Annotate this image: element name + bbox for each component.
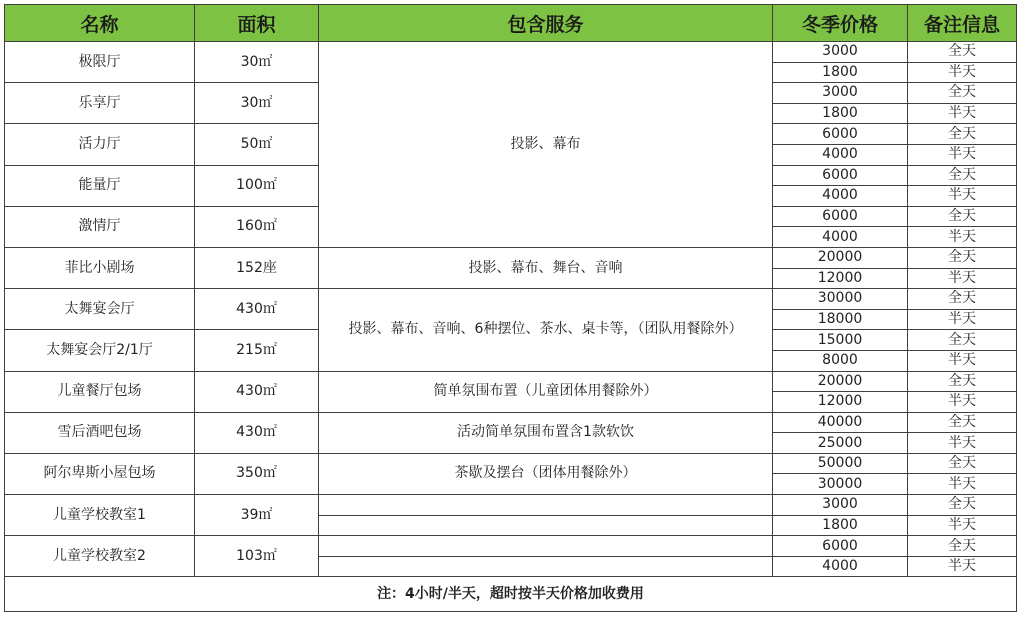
- remark-cell: 半天: [908, 392, 1017, 413]
- price-cell: 50000: [773, 453, 908, 474]
- room-area: 50㎡: [195, 124, 319, 165]
- room-service: [319, 536, 773, 557]
- room-name: 儿童学校教室2: [5, 536, 195, 577]
- room-name: 能量厅: [5, 165, 195, 206]
- remark-cell: 全天: [908, 165, 1017, 186]
- price-cell: 6000: [773, 536, 908, 557]
- room-area: 100㎡: [195, 165, 319, 206]
- room-area: 103㎡: [195, 536, 319, 577]
- room-area: 430㎡: [195, 412, 319, 453]
- price-cell: 6000: [773, 165, 908, 186]
- price-cell: 1800: [773, 103, 908, 124]
- remark-cell: 全天: [908, 247, 1017, 268]
- room-name: 乐享厅: [5, 83, 195, 124]
- room-name: 儿童学校教室1: [5, 495, 195, 536]
- remark-cell: 半天: [908, 515, 1017, 536]
- price-cell: 4000: [773, 227, 908, 248]
- room-service: 简单氛围布置（儿童团体用餐除外）: [319, 371, 773, 412]
- room-name: 太舞宴会厅2/1厅: [5, 330, 195, 371]
- room-service: 茶歇及摆台（团体用餐除外）: [319, 453, 773, 494]
- table-row: [5, 412, 1017, 433]
- price-cell: 3000: [773, 42, 908, 63]
- room-name: 极限厅: [5, 42, 195, 83]
- remark-cell: 全天: [908, 412, 1017, 433]
- remark-cell: 半天: [908, 474, 1017, 495]
- room-area: 430㎡: [195, 371, 319, 412]
- room-name: 儿童餐厅包场: [5, 371, 195, 412]
- room-service: 投影、幕布: [319, 42, 773, 248]
- table-row: [5, 495, 1017, 516]
- price-cell: 4000: [773, 144, 908, 165]
- room-area: 430㎡: [195, 289, 319, 330]
- room-area: 350㎡: [195, 453, 319, 494]
- remark-cell: 半天: [908, 186, 1017, 207]
- price-cell: 25000: [773, 433, 908, 454]
- room-area: 30㎡: [195, 83, 319, 124]
- header-service: 包含服务: [319, 5, 773, 42]
- room-name: 激情厅: [5, 206, 195, 247]
- room-name: 雪后酒吧包场: [5, 412, 195, 453]
- remark-cell: 全天: [908, 536, 1017, 557]
- remark-cell: 全天: [908, 42, 1017, 63]
- remark-cell: 半天: [908, 103, 1017, 124]
- room-service: [319, 515, 773, 536]
- header-area: 面积: [195, 5, 319, 42]
- price-cell: 30000: [773, 474, 908, 495]
- table-row: [5, 289, 1017, 310]
- price-table: [4, 4, 1017, 612]
- table-row: [5, 371, 1017, 392]
- price-cell: 1800: [773, 62, 908, 83]
- price-cell: 6000: [773, 206, 908, 227]
- room-area: 30㎡: [195, 42, 319, 83]
- price-cell: 3000: [773, 495, 908, 516]
- remark-cell: 全天: [908, 453, 1017, 474]
- room-service: 投影、幕布、音响、6种摆位、茶水、桌卡等，（团队用餐除外）: [319, 289, 773, 371]
- header-remark: 备注信息: [908, 5, 1017, 42]
- remark-cell: 半天: [908, 62, 1017, 83]
- remark-cell: 全天: [908, 330, 1017, 351]
- price-cell: 40000: [773, 412, 908, 433]
- price-cell: 18000: [773, 309, 908, 330]
- price-cell: 12000: [773, 268, 908, 289]
- price-cell: 20000: [773, 371, 908, 392]
- remark-cell: 半天: [908, 309, 1017, 330]
- remark-cell: 半天: [908, 433, 1017, 454]
- remark-cell: 全天: [908, 206, 1017, 227]
- room-area: 39㎡: [195, 495, 319, 536]
- table-row: [5, 42, 1017, 63]
- price-cell: 4000: [773, 556, 908, 577]
- price-cell: 12000: [773, 392, 908, 413]
- remark-cell: 全天: [908, 289, 1017, 310]
- room-area: 152座: [195, 247, 319, 288]
- price-cell: 4000: [773, 186, 908, 207]
- room-area: 160㎡: [195, 206, 319, 247]
- price-cell: 30000: [773, 289, 908, 310]
- price-cell: 20000: [773, 247, 908, 268]
- remark-cell: 半天: [908, 556, 1017, 577]
- footer-note: 注：4小时/半天，超时按半天价格加收费用: [5, 577, 1017, 612]
- remark-cell: 全天: [908, 371, 1017, 392]
- table-row: [5, 453, 1017, 474]
- remark-cell: 半天: [908, 227, 1017, 248]
- footer-row: [5, 577, 1017, 612]
- remark-cell: 全天: [908, 495, 1017, 516]
- price-cell: 6000: [773, 124, 908, 145]
- remark-cell: 半天: [908, 350, 1017, 371]
- price-cell: 1800: [773, 515, 908, 536]
- price-cell: 8000: [773, 350, 908, 371]
- room-name: 活力厅: [5, 124, 195, 165]
- table-row: [5, 247, 1017, 268]
- table-row: [5, 536, 1017, 557]
- price-cell: 3000: [773, 83, 908, 104]
- room-name: 太舞宴会厅: [5, 289, 195, 330]
- header-row: [5, 5, 1017, 42]
- room-service: 投影、幕布、舞台、音响: [319, 247, 773, 288]
- price-cell: 15000: [773, 330, 908, 351]
- room-service: 活动简单氛围布置含1款软饮: [319, 412, 773, 453]
- room-service: [319, 556, 773, 577]
- room-name: 菲比小剧场: [5, 247, 195, 288]
- room-area: 215㎡: [195, 330, 319, 371]
- room-service: [319, 495, 773, 516]
- room-name: 阿尔卑斯小屋包场: [5, 453, 195, 494]
- remark-cell: 半天: [908, 268, 1017, 289]
- header-price: 冬季价格: [773, 5, 908, 42]
- remark-cell: 全天: [908, 124, 1017, 145]
- remark-cell: 半天: [908, 144, 1017, 165]
- header-name: 名称: [5, 5, 195, 42]
- remark-cell: 全天: [908, 83, 1017, 104]
